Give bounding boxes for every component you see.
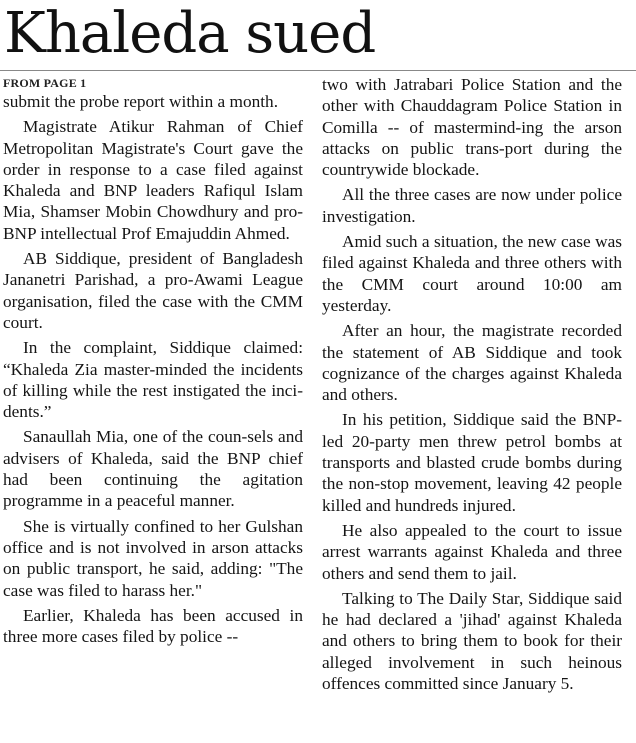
left-paragraph-1: submit the probe report within a month. [3, 92, 279, 111]
right-paragraph-2: All the three cases are now under police investigation. [322, 185, 622, 226]
right-paragraph-6: He also appealed to the court to issue arrest warrants against Khaleda and three others and send them to jail. [322, 520, 622, 583]
right-paragraph-3: Amid such a situation, the new case was filed against Khaleda and three others with the CMM court around 10:00 am yesterday. [322, 232, 622, 315]
right-paragraph-7: Talking to The Daily Star, Siddique said he had declared a 'jihad' against Khaleda and others to bring them to book for their alleged involvement in such heinous offences committed since January 5. [322, 588, 622, 694]
left-paragraph-5: Sanaullah Mia, one of the coun-sels and advisers of Khaleda, said the BNP chief had been continuing the agitation programme in a peaceful manner. [3, 427, 303, 511]
left-paragraph-2: Magistrate Atikur Rahman of Chief Metropolitan Magistrate's Court gave the order in response to a case filed against Khaleda and BNP leaders Rafiqul Islam Mia, Shamser Mobin Chowdhury and pro-BNP intellectual Prof Emajuddin Ahmed. [3, 117, 303, 243]
left-paragraph-6: She is virtually confined to her Gulshan office and is not involved in arson attacks on public transport, he said, adding: "The case was filed to harass her." [3, 516, 303, 600]
right-paragraph-1: two with Jatrabari Police Station and the other with Chauddagram Police Station in Comilla -- of mastermind-ing the arson attacks on public trans-port during the countrywide blockade. [322, 75, 622, 180]
kicker: FROM PAGE 1 [3, 76, 87, 90]
right-paragraph-4: After an hour, the magistrate recorded the statement of AB Siddique and took cognizance of the charges against Khaleda and others. [322, 321, 622, 405]
right-paragraph-5: In his petition, Siddique said the BNP-led 20-party men threw petrol bombs at transports and blasted crude bombs during the non-stop movement, leaving 42 people killed and hundreds injured. [322, 410, 622, 515]
left-column [3, 76, 303, 647]
headline: Khaleda sued [4, 1, 376, 66]
left-paragraph-4: In the complaint, Siddique claimed: “Khaleda Zia master-minded the incidents of killing while the rest instigated the inci-dents.” [3, 338, 303, 422]
right-column [322, 74, 622, 694]
headline-rule [0, 70, 636, 71]
left-paragraph-7: Earlier, Khaleda has been accused in three more cases filed by police -- [3, 605, 303, 647]
left-paragraph-3: AB Siddique, president of Bangladesh Jananetri Parishad, a pro-Awami League organisation, filed the case with the CMM court. [3, 249, 303, 332]
